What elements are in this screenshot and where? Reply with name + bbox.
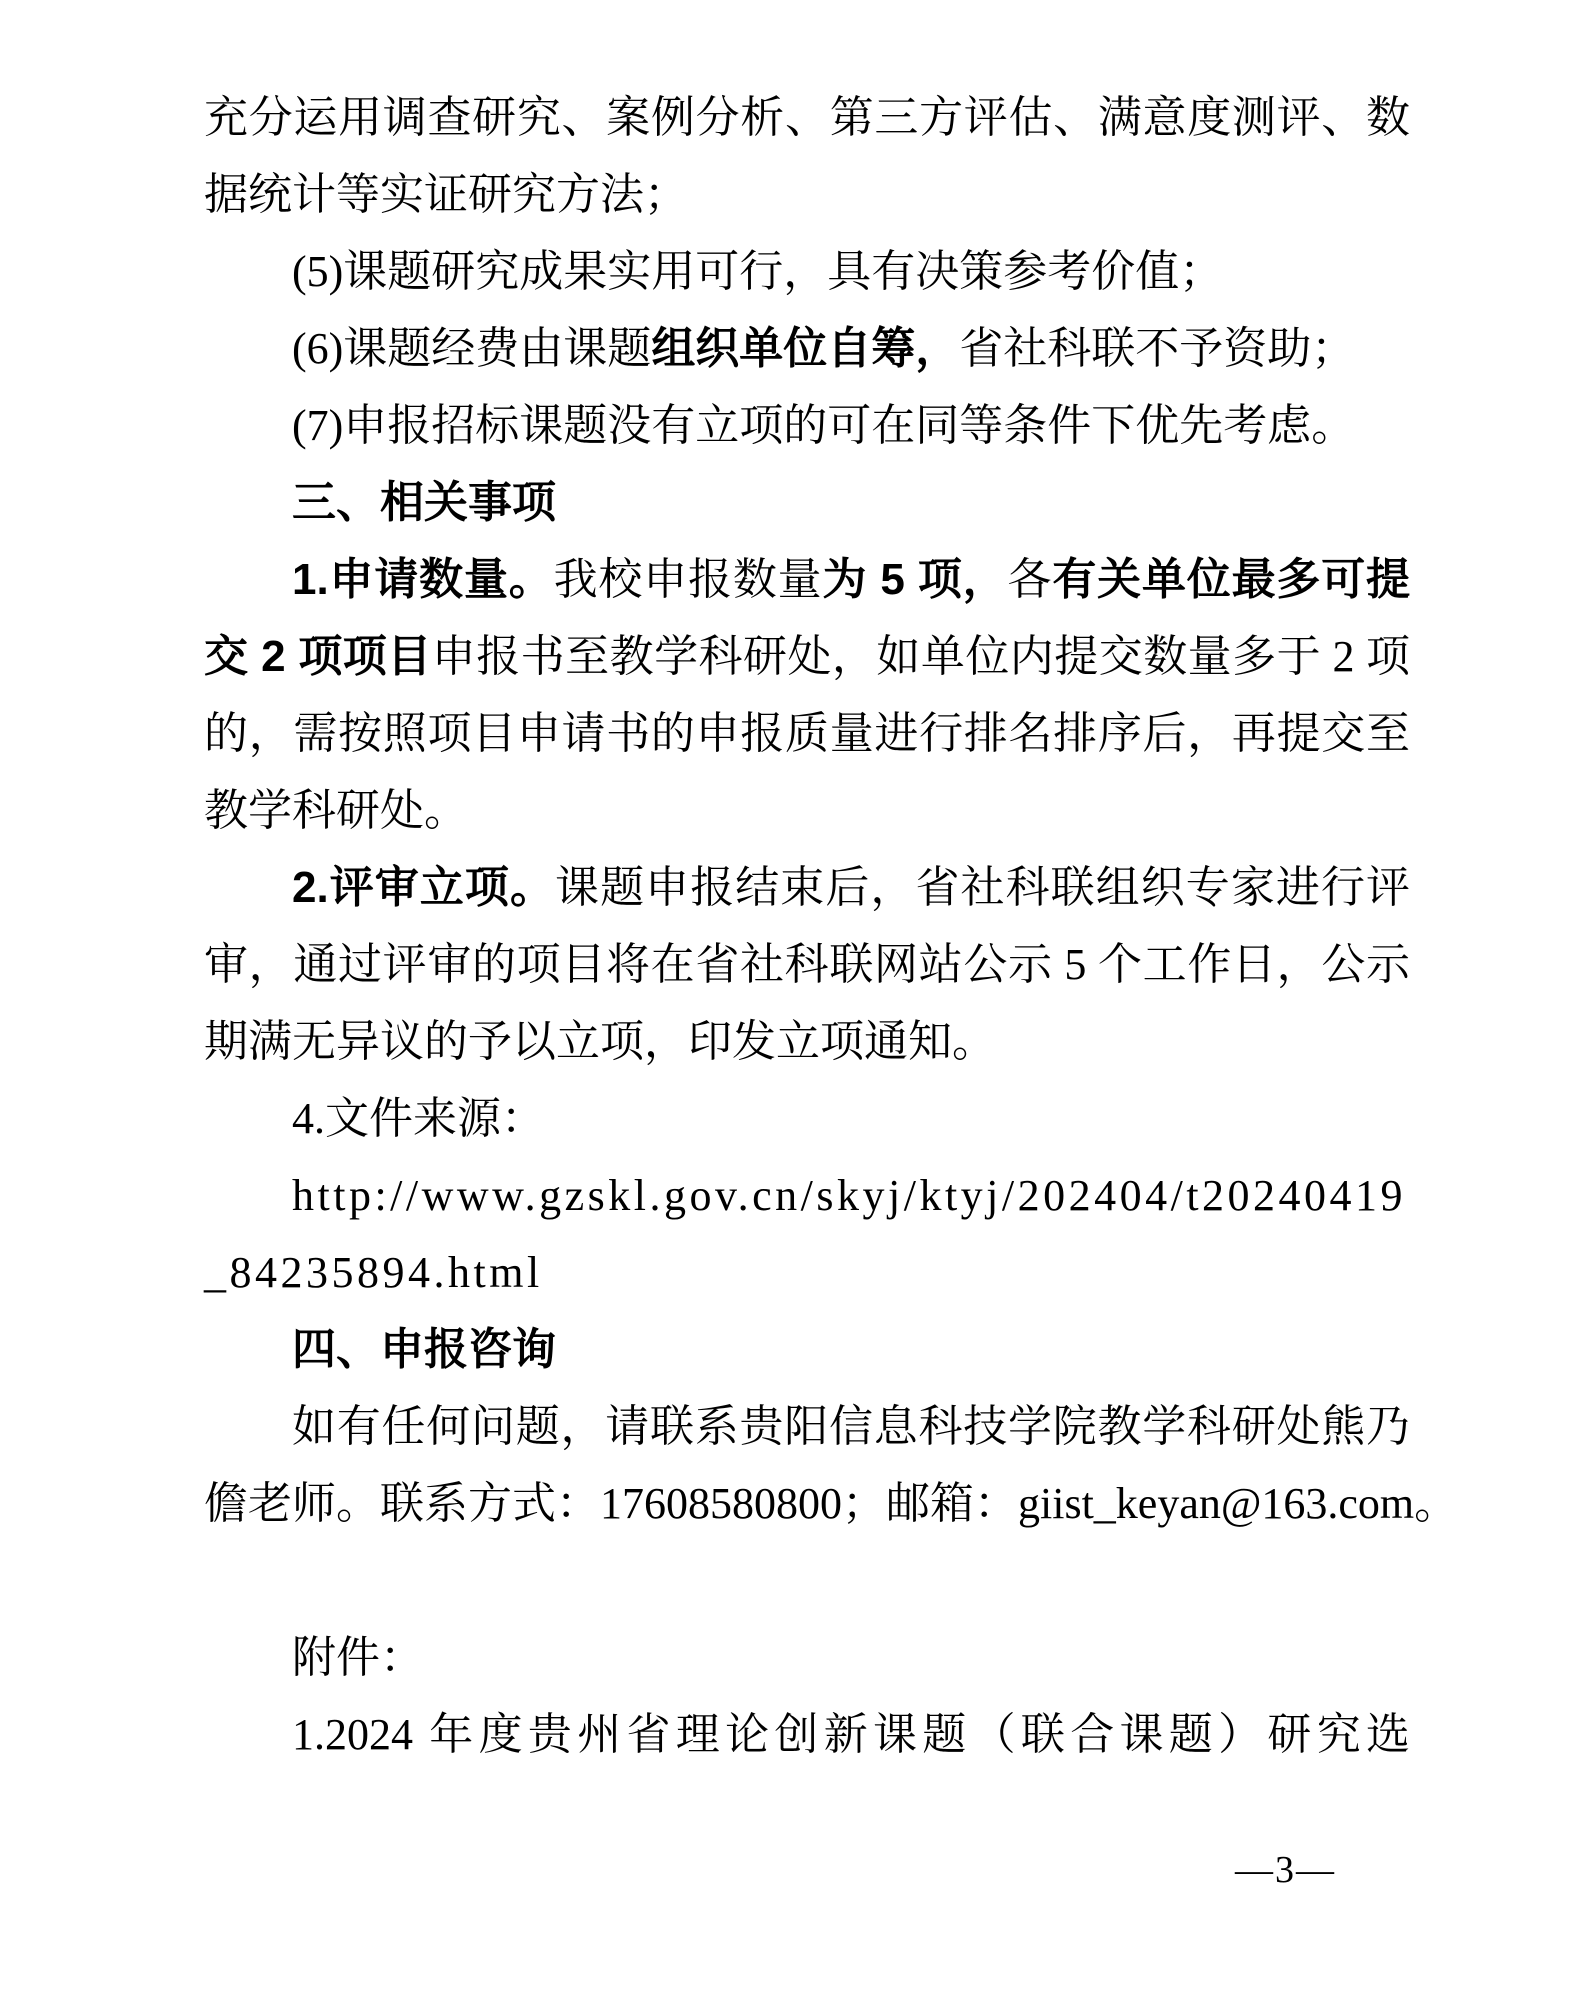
bold-text-segment: 三、相关事项: [292, 478, 556, 527]
url-line: [204, 1157, 1410, 1234]
page-number: —3—: [1235, 1849, 1336, 1891]
text-segment: (5)课题研究成果实用可行，具有决策参考价值；: [292, 247, 1224, 296]
bold-text-segment: 1.申请数量。: [292, 555, 554, 604]
section-heading: [204, 1311, 1410, 1388]
bold-text-segment: 为 5 项，: [822, 555, 1008, 604]
text-line: [204, 695, 1410, 772]
text-segment: 4.文件来源：: [292, 1094, 545, 1143]
text-line: [204, 1465, 1459, 1542]
text-segment: http://www.gzskl.gov.cn/skyj/ktyj/202404/t20240419: [292, 1171, 1407, 1220]
text-segment: 申报书至教学科研处，如单位内提交数量多于 2 项: [431, 632, 1411, 681]
text-segment: 教学科研处。: [204, 786, 468, 835]
text-segment: 各: [1007, 555, 1053, 604]
bold-text-segment: 交 2 项项目: [204, 632, 432, 681]
text-segment: _84235894.html: [204, 1248, 543, 1297]
section-heading: [204, 464, 1410, 541]
text-segment: 的，需按照项目申请书的申报质量进行排名排序后，再提交至: [204, 709, 1410, 758]
text-line: [204, 541, 1410, 618]
text-line: [204, 79, 1410, 156]
text-line: [204, 1619, 1410, 1696]
text-line: [204, 310, 1410, 387]
bold-text-segment: 2.评审立项。: [292, 863, 556, 912]
text-segment: 充分运用调查研究、案例分析、第三方评估、满意度测评、数: [204, 93, 1410, 142]
text-line: [204, 156, 1410, 233]
text-segment: (7)申报招标课题没有立项的可在同等条件下优先考虑。: [292, 401, 1356, 450]
text-segment: 审，通过评审的项目将在省社科联网站公示 5 个工作日，公示: [204, 940, 1410, 989]
text-segment: 省社科联不予资助；: [959, 324, 1356, 373]
text-line: [204, 1696, 1410, 1773]
text-segment: 期满无异议的予以立项，印发立项通知。: [204, 1017, 996, 1066]
text-line: [204, 1388, 1410, 1465]
text-segment: 如有任何问题，请联系贵阳信息科技学院教学科研处熊乃: [292, 1402, 1410, 1451]
text-segment: 1.2024 年度贵州省理论创新课题（联合课题）研究选: [292, 1710, 1410, 1759]
text-segment: 儋老师。联系方式：17608580800；邮箱：giist_keyan@163.com。: [204, 1479, 1459, 1528]
text-line: [204, 1003, 1410, 1080]
text-line: [204, 618, 1410, 695]
text-segment: 附件：: [292, 1633, 424, 1682]
blank-line: [204, 1542, 1410, 1619]
text-line: [204, 772, 1410, 849]
text-segment: 据统计等实证研究方法；: [204, 170, 688, 219]
text-line: [204, 1080, 1410, 1157]
text-segment: (6)课题经费由课题: [292, 324, 652, 373]
url-line: [204, 1234, 1410, 1311]
text-line: [204, 387, 1410, 464]
text-line: [204, 849, 1410, 926]
text-line: [204, 926, 1410, 1003]
document-body: [204, 79, 1459, 1773]
bold-text-segment: 有关单位最多可提: [1052, 555, 1411, 604]
text-segment: 课题申报结束后，省社科联组织专家进行评: [555, 863, 1411, 912]
bold-text-segment: 四、申报咨询: [292, 1325, 556, 1374]
bold-text-segment: 组织单位自筹，: [651, 324, 960, 373]
text-line: [204, 233, 1410, 310]
text-segment: 我校申报数量: [553, 555, 823, 604]
